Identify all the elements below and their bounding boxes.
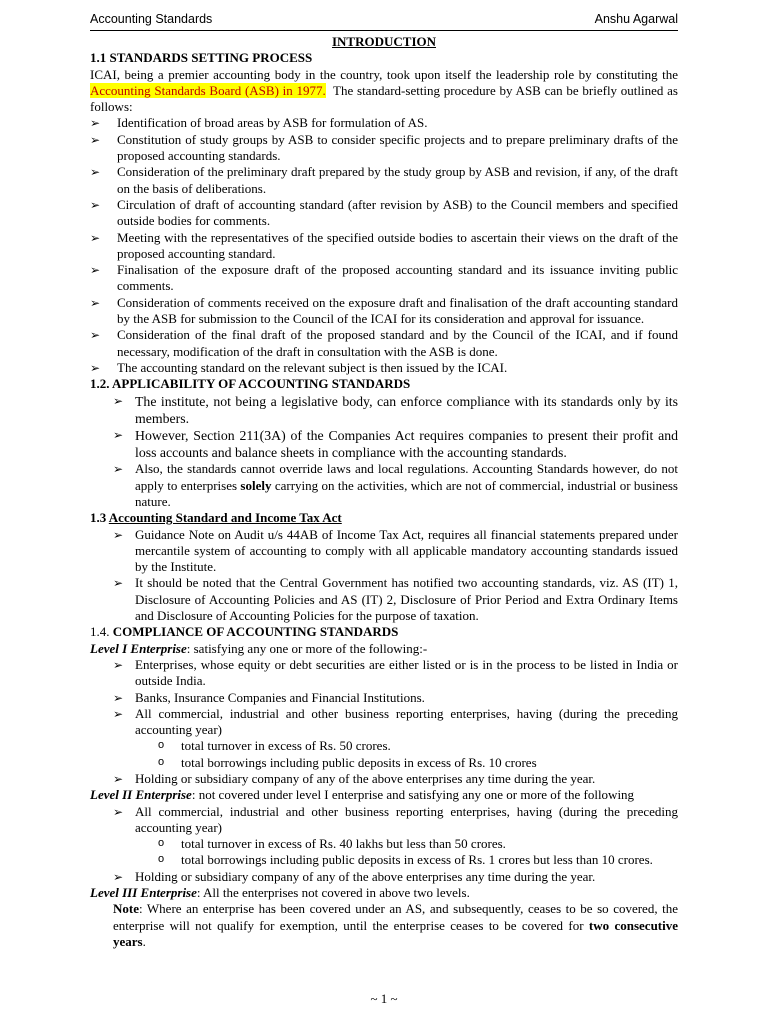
header-left: Accounting Standards — [90, 12, 213, 26]
section-1-list — [90, 115, 678, 376]
level-desc: : satisfying any one or more of the following:- — [186, 640, 428, 656]
page-title: INTRODUCTION — [331, 34, 436, 49]
list-item: ➢ Enterprises, whose equity or debt securities are either listed or is in the process to be listed in India or outside India. — [90, 657, 678, 690]
level-desc: : not covered under level I enterprise and satisfying any one or more of the following — [191, 787, 635, 803]
sub-list-item: o total borrowings including public deposits in excess of Rs. 10 crores — [90, 755, 678, 771]
section-2-list-cont — [90, 461, 678, 510]
list-item: ➢ The institute, not being a legislative body, can enforce compliance with its standards only by its members. — [90, 393, 678, 427]
level-1-sublist — [90, 738, 678, 771]
level-3-line — [90, 885, 678, 901]
section-title: Accounting Standard and Income Tax Act — [108, 510, 342, 526]
list-item: ➢ Guidance Note on Audit u/s 44AB of Income Tax Act, requires all financial statements prepared under mercantile system of accounting to comply with all applicable mandatory accounting standards issued by the Institute. — [90, 527, 678, 576]
list-item: ➢ Circulation of draft of accounting standard (after revision by ASB) to the Council members and specified outside bodies for comments. — [90, 197, 678, 230]
level-label: Level I Enterprise — [90, 640, 187, 656]
note-bold: two consecutive years — [113, 917, 679, 949]
list-item: ➢ Meeting with the representatives of the specified outside bodies to ascertain their views on the draft of the proposed accounting standard. — [90, 230, 678, 263]
item-text: carrying on the activities, which are not of commercial, industrial or business nature. — [135, 477, 678, 509]
level-label: Level II Enterprise — [90, 787, 192, 803]
section-1-heading: 1.1 STANDARDS SETTING PROCESS — [90, 50, 313, 66]
item-text: Also, the standards cannot override laws and local regulations. Accounting Standards however, do not apply to enterprises — [135, 461, 678, 493]
section-title: COMPLIANCE OF ACCOUNTING STANDARDS — [112, 624, 399, 640]
sub-list-item: o total turnover in excess of Rs. 50 crores. — [90, 738, 678, 754]
level-1-line — [90, 641, 678, 657]
list-item: ➢ Banks, Insurance Companies and Financial Institutions. — [90, 690, 678, 706]
bold-word: solely — [240, 477, 272, 493]
section-4-heading — [90, 624, 678, 640]
list-item: ➢ Identification of broad areas by ASB for formulation of AS. — [90, 115, 678, 131]
list-item: ➢ Consideration of the final draft of the proposed standard and by the Council of the ICAI, and if found necessary, modification of the draft in consultation with the ASB is done. — [90, 327, 678, 360]
level-desc: : All the enterprises not covered in above two levels. — [196, 885, 470, 901]
level-2-line — [90, 787, 678, 803]
list-item: ➢ The accounting standard on the relevant subject is then issued by the ICAI. — [90, 360, 678, 376]
intro-text-end: The standard-setting procedure by ASB can be briefly outlined as follows: — [90, 82, 678, 115]
list-item: ➢ All commercial, industrial and other business reporting enterprises, having (during the preceding accounting year) — [90, 804, 678, 837]
list-item: ➢ All commercial, industrial and other business reporting enterprises, having (during the preceding accounting year) — [90, 706, 678, 739]
document-body — [90, 34, 678, 950]
list-item: ➢ Consideration of comments received on the exposure draft and finalisation of the draft accounting standard by the ASB for submission to the Council of the ICAI for its consideration and approval for issuance. — [90, 295, 678, 328]
list-item: ➢ However, Section 211(3A) of the Companies Act requires companies to present their profit and loss accounts and balance sheets in compliance with the accounting standards. — [90, 427, 678, 461]
list-item: ➢ Finalisation of the exposure draft of the proposed accounting standard and its issuance inviting public comments. — [90, 262, 678, 295]
list-item: ➢ It should be noted that the Central Government has notified two accounting standards, viz. AS (IT) 1, Disclosure of Accounting Policies and AS (IT) 2, Disclosure of Prior Period and Extra Ordinary Items and Disclosure of Accounting Policies for the purpose of taxation. — [90, 575, 678, 624]
intro-text-start: ICAI, being a premier accounting body in the country, took upon itself the leadership role by constituting the — [90, 66, 678, 82]
level-2-sublist — [90, 836, 678, 869]
section-3-heading — [90, 510, 678, 526]
level-2-list — [90, 804, 678, 837]
section-2-list — [90, 393, 678, 462]
level-2-list-last — [90, 869, 678, 885]
level-label: Level III Enterprise — [90, 885, 197, 901]
list-item: ➢ Holding or subsidiary company of any of the above enterprises any time during the year. — [90, 869, 678, 885]
highlighted-text: Accounting Standards Board (ASB) in 1977. — [90, 82, 326, 98]
note-paragraph — [90, 901, 678, 950]
section-3-list — [90, 527, 678, 625]
list-item: ➢ Constitution of study groups by ASB to consider specific projects and to prepare preliminary drafts of the proposed accounting standards. — [90, 132, 678, 165]
section-number: 1.4. — [90, 624, 110, 640]
list-item — [90, 461, 678, 510]
level-1-list — [90, 657, 678, 738]
section-2-heading: 1.2. APPLICABILITY OF ACCOUNTING STANDARDS — [90, 376, 411, 392]
header-divider — [90, 30, 678, 31]
sub-list-item: o total borrowings including public deposits in excess of Rs. 1 crores but less than 10 crores. — [90, 852, 678, 868]
list-item: ➢ Consideration of the preliminary draft prepared by the study group by ASB and revision, if any, of the draft on the basis of deliberations. — [90, 164, 678, 197]
note-label: Note — [113, 901, 139, 917]
page-number: ~ 1 ~ — [370, 991, 398, 1006]
note-text: : Where an enterprise has been covered under an AS, and subsequently, ceases to be so covered, the enterprise will not qualify for exemption, until the enterprise ceases to be covered for — [113, 901, 678, 933]
note-end: . — [142, 933, 146, 949]
list-item: ➢ Holding or subsidiary company of any of the above enterprises any time during the year. — [90, 771, 678, 787]
header-right: Anshu Agarwal — [594, 12, 678, 26]
section-1-intro — [90, 67, 678, 116]
section-number: 1.3 — [90, 510, 107, 526]
level-1-list-last — [90, 771, 678, 787]
sub-list-item: o total turnover in excess of Rs. 40 lakhs but less than 50 crores. — [90, 836, 678, 852]
